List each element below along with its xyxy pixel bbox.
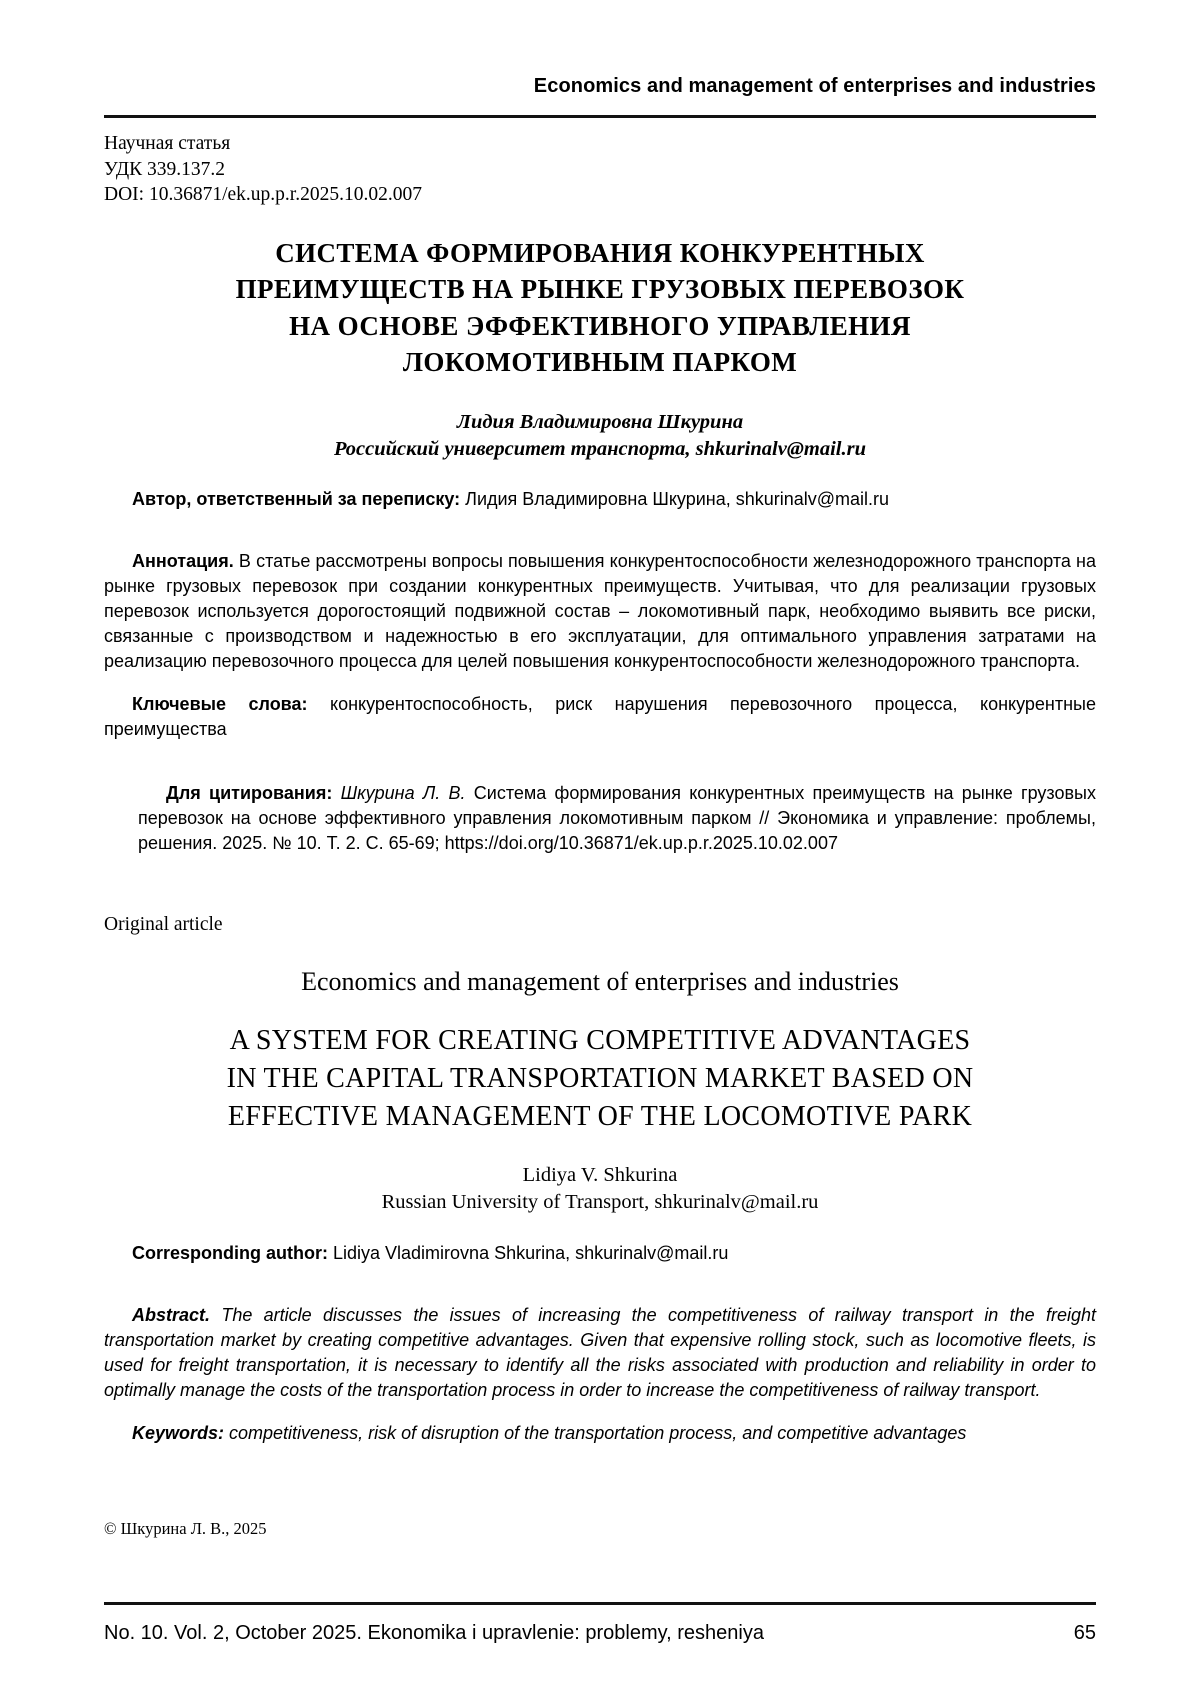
keywords-ru xyxy=(104,692,1096,742)
keywords-ru-label: Ключевые слова: xyxy=(132,693,308,714)
title-ru-line: ПРЕИМУЩЕСТВ НА РЫНКЕ ГРУЗОВЫХ ПЕРЕВОЗОК xyxy=(235,274,965,304)
authors-ru-block xyxy=(104,409,1096,463)
abstract-ru-text: В статье рассмотрены вопросы повышения конкурентоспособности железнодорожного транспорта на рынке грузовых перевозок при создании конкурентных преимуществ. Учитывая, что для реализации грузовых перевозок используется дорогостоящий подвижной состав – локомотивный парк, необходимо выявить все риски, связанные с производством и надежностью в его эксплуатации, для оптимального управления затратами на реализацию перевозочного процесса для целей повышения конкурентоспособности железнодорожного транспорта. xyxy=(104,550,1096,671)
title-en xyxy=(104,1022,1096,1136)
citation-label: Для цитирования: xyxy=(166,782,333,803)
title-ru-line: НА ОСНОВЕ ЭФФЕКТИВНОГО УПРАВЛЕНИЯ xyxy=(289,310,911,341)
article-type-label: Научная статья xyxy=(104,133,231,154)
abstract-ru xyxy=(104,549,1096,674)
title-en-line: EFFECTIVE MANAGEMENT OF THE LOCOMOTIVE PARK xyxy=(227,1100,973,1132)
footer-issue-line: No. 10. Vol. 2, October 2025. Ekonomika i upravlenie: problemy, resheniya xyxy=(104,1622,764,1644)
corresponding-author-en xyxy=(104,1241,1096,1266)
title-ru-line: ЛОКОМОТИВНЫМ ПАРКОМ xyxy=(402,347,798,377)
abstract-en xyxy=(104,1303,1096,1403)
corresponding-author-en-text: Lidiya Vladimirovna Shkurina, shkurinalv@mail.ru xyxy=(328,1242,729,1263)
title-en-line: IN THE CAPITAL TRANSPORTATION MARKET BASED ON xyxy=(226,1062,974,1094)
doi-line: DOI: 10.36871/ek.up.p.r.2025.10.02.007 xyxy=(104,184,422,205)
citation-authors: Шкурина Л. В. xyxy=(332,782,466,803)
author-name-ru: Лидия Владимировна Шкурина xyxy=(456,410,744,433)
article-meta xyxy=(104,131,1096,208)
citation-text: Система формирования конкурентных преимуществ на рынке грузовых перевозок на основе эффективного управления локомотивным парком // Экономика и управление: проблемы, решения. 2025. № 10. Т. 2. С. 65-69; https://doi.org/10.36871/ek.up.p.r.2025.10.02.007 xyxy=(138,782,1096,853)
udc-code: УДК 339.137.2 xyxy=(104,158,226,180)
original-article-label: Original article xyxy=(104,913,223,935)
keywords-en-text: competitiveness, risk of disruption of the transportation process, and competitive advantages xyxy=(224,1422,967,1443)
running-head: Economics and management of enterprises and industries xyxy=(533,75,1096,97)
corresponding-author-ru-label: Автор, ответственный за переписку: xyxy=(132,488,461,509)
abstract-en-label: Abstract. xyxy=(132,1304,211,1325)
header-rule xyxy=(104,115,1096,118)
footer-page-number: 65 xyxy=(1073,1622,1096,1644)
keywords-en-label: Keywords: xyxy=(132,1422,225,1443)
affiliation-en: Russian University of Transport, shkurinalv@mail.ru xyxy=(381,1190,819,1213)
corresponding-author-en-label: Corresponding author: xyxy=(132,1242,328,1263)
title-ru xyxy=(104,235,1096,381)
affiliation-ru: Российский университет транспорта, shkurinalv@mail.ru xyxy=(334,437,866,460)
section-heading-en: Economics and management of enterprises and industries xyxy=(301,966,899,996)
authors-en-block xyxy=(104,1162,1096,1216)
corresponding-author-ru-text: Лидия Владимировна Шкурина, shkurinalv@mail.ru xyxy=(460,488,890,509)
citation-block xyxy=(138,781,1096,856)
copyright-line: © Шкурина Л. В., 2025 xyxy=(104,1518,267,1538)
abstract-en-text: The article discusses the issues of increasing the competitiveness of railway transport in the freight transportation market by creating competitive advantages. Given that expensive rolling stock, such as locomotive fleets, is used for freight transportation, it is necessary to identify all the risks associated with production and reliability in order to optimally manage the costs of the transportation process in order to increase the competitiveness of railway transport. xyxy=(104,1304,1096,1400)
author-name-en: Lidiya V. Shkurina xyxy=(522,1163,678,1186)
abstract-ru-label: Аннотация. xyxy=(132,550,234,571)
corresponding-author-ru xyxy=(104,487,1096,512)
keywords-en xyxy=(104,1421,1096,1446)
page-footer xyxy=(104,1602,1096,1646)
title-ru-line: СИСТЕМА ФОРМИРОВАНИЯ КОНКУРЕНТНЫХ xyxy=(275,237,925,268)
footer-rule xyxy=(104,1602,1096,1605)
title-en-line: A SYSTEM FOR CREATING COMPETITIVE ADVANTAGES xyxy=(229,1024,971,1056)
keywords-ru-text: конкурентоспособность, риск нарушения перевозочного процесса, конкурентные преимущества xyxy=(104,693,1096,739)
